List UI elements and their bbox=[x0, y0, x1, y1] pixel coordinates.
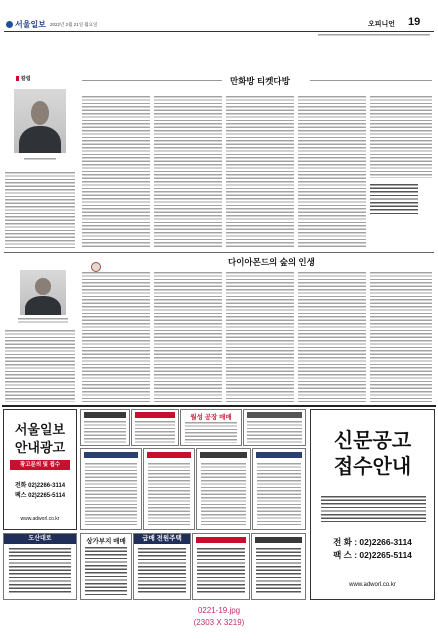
ad-header-bar bbox=[196, 537, 246, 543]
ad-text bbox=[197, 548, 245, 595]
ad-header-bar bbox=[84, 412, 126, 418]
header-subtext bbox=[318, 34, 430, 36]
article2-text-col0 bbox=[5, 330, 75, 402]
ad-text bbox=[85, 547, 127, 595]
ad-header-bar bbox=[255, 537, 302, 543]
notice-description bbox=[321, 496, 426, 522]
public-notice-ad bbox=[310, 409, 435, 600]
classified-title-2: 안내광고 bbox=[14, 440, 66, 455]
notice-fax: 팩 스 : 02)2265-5114 bbox=[333, 550, 412, 560]
notice-phone: 전 화 : 02)2266-3114 bbox=[333, 537, 412, 547]
header-rule bbox=[4, 31, 434, 32]
classified-fax: 팩스 02)2265-5114 bbox=[14, 493, 66, 499]
wolseong-title: 월성 공장 매매 bbox=[190, 414, 232, 421]
article1-text-col1 bbox=[82, 96, 150, 248]
ad-text bbox=[201, 463, 246, 525]
ad-text bbox=[148, 463, 190, 525]
ad-header-bar bbox=[200, 452, 247, 458]
dosan-details bbox=[9, 548, 71, 594]
ad-row2-b bbox=[143, 448, 195, 530]
author-photo bbox=[14, 89, 66, 153]
article2-text-col1 bbox=[82, 272, 150, 402]
ad-header-bar bbox=[84, 452, 138, 458]
file-name: 0221-19.jpg bbox=[197, 606, 241, 615]
file-dimensions: (2303 X 3219) bbox=[193, 618, 245, 627]
column-label-text: 칼럼 bbox=[21, 76, 31, 82]
classified-url[interactable]: www.adworl.co.kr bbox=[20, 516, 60, 522]
ad-header-bar bbox=[135, 412, 175, 418]
shop-land-title: 상가부지 매매 bbox=[86, 538, 126, 545]
ad-row2-a bbox=[80, 448, 142, 530]
label-marker-icon bbox=[16, 76, 19, 81]
ad-text bbox=[185, 422, 237, 443]
classified-title-1: 서울일보 bbox=[14, 422, 66, 437]
logo-text: 서울일보 bbox=[15, 20, 46, 29]
classified-phone: 전화 02)2266-3114 bbox=[14, 483, 66, 489]
ad-text bbox=[256, 548, 301, 595]
article1-text-col4 bbox=[298, 96, 366, 248]
masthead-logo bbox=[6, 19, 46, 30]
wolseong-factory-ad bbox=[180, 409, 242, 446]
section-name: 오피니언 bbox=[368, 21, 396, 28]
country-house-title: 급매 전원주택 bbox=[134, 534, 190, 544]
notice-url[interactable]: www.adworl.co.kr bbox=[349, 582, 396, 588]
article1-text-col5 bbox=[370, 96, 432, 178]
photo-caption bbox=[24, 158, 56, 160]
ad-row3-c bbox=[192, 533, 250, 600]
ad-row2-c bbox=[196, 448, 251, 530]
article2-text-col3 bbox=[226, 272, 294, 402]
ad-text bbox=[257, 463, 301, 525]
ad-header-bar bbox=[247, 412, 302, 418]
column-icon bbox=[91, 262, 101, 272]
article1-text-col2 bbox=[154, 96, 222, 248]
classified-banner: 광고문의 및 접수 bbox=[10, 460, 70, 470]
article2-headline: 다이아몬드의 숲의 인생 bbox=[228, 257, 315, 267]
article1-reference-list bbox=[370, 184, 418, 214]
dosan-title: 도산대로 bbox=[4, 534, 76, 544]
article1-text-col3 bbox=[226, 96, 294, 248]
ad-text bbox=[85, 463, 137, 525]
ad-row3-d bbox=[251, 533, 306, 600]
ad-text bbox=[138, 548, 186, 595]
author-photo-2 bbox=[20, 270, 66, 315]
shop-land-ad bbox=[80, 533, 132, 600]
article2-text-col2 bbox=[154, 272, 222, 402]
notice-title-2: 접수안내 bbox=[333, 456, 412, 478]
ad-row1-b bbox=[131, 409, 179, 446]
article2-text-col4 bbox=[298, 272, 366, 402]
ad-header-bar bbox=[256, 452, 302, 458]
article1-headline: 만화방 티켓다방 bbox=[230, 76, 290, 86]
issue-date: 2022년 2월 21일 월요일 bbox=[50, 22, 98, 27]
country-house-ad bbox=[133, 533, 191, 600]
ad-row1-d bbox=[243, 409, 306, 446]
logo-emblem-icon bbox=[6, 21, 13, 28]
ad-header-bar bbox=[147, 452, 191, 458]
dosan-ad bbox=[3, 533, 77, 600]
ad-row2-d bbox=[252, 448, 306, 530]
article2-text-col5 bbox=[370, 272, 432, 402]
ad-row1-a bbox=[80, 409, 130, 446]
photo-caption-2 bbox=[18, 318, 68, 323]
ad-text bbox=[135, 421, 175, 443]
ad-text bbox=[84, 421, 126, 443]
classified-ad-box bbox=[3, 409, 77, 530]
page-number: 19 bbox=[408, 16, 421, 28]
notice-title-1: 신문공고 bbox=[333, 430, 412, 452]
ads-divider bbox=[2, 405, 436, 407]
ad-text bbox=[247, 421, 302, 443]
article-divider bbox=[4, 252, 434, 253]
column-label bbox=[16, 75, 31, 82]
article1-text-col0 bbox=[5, 172, 75, 248]
